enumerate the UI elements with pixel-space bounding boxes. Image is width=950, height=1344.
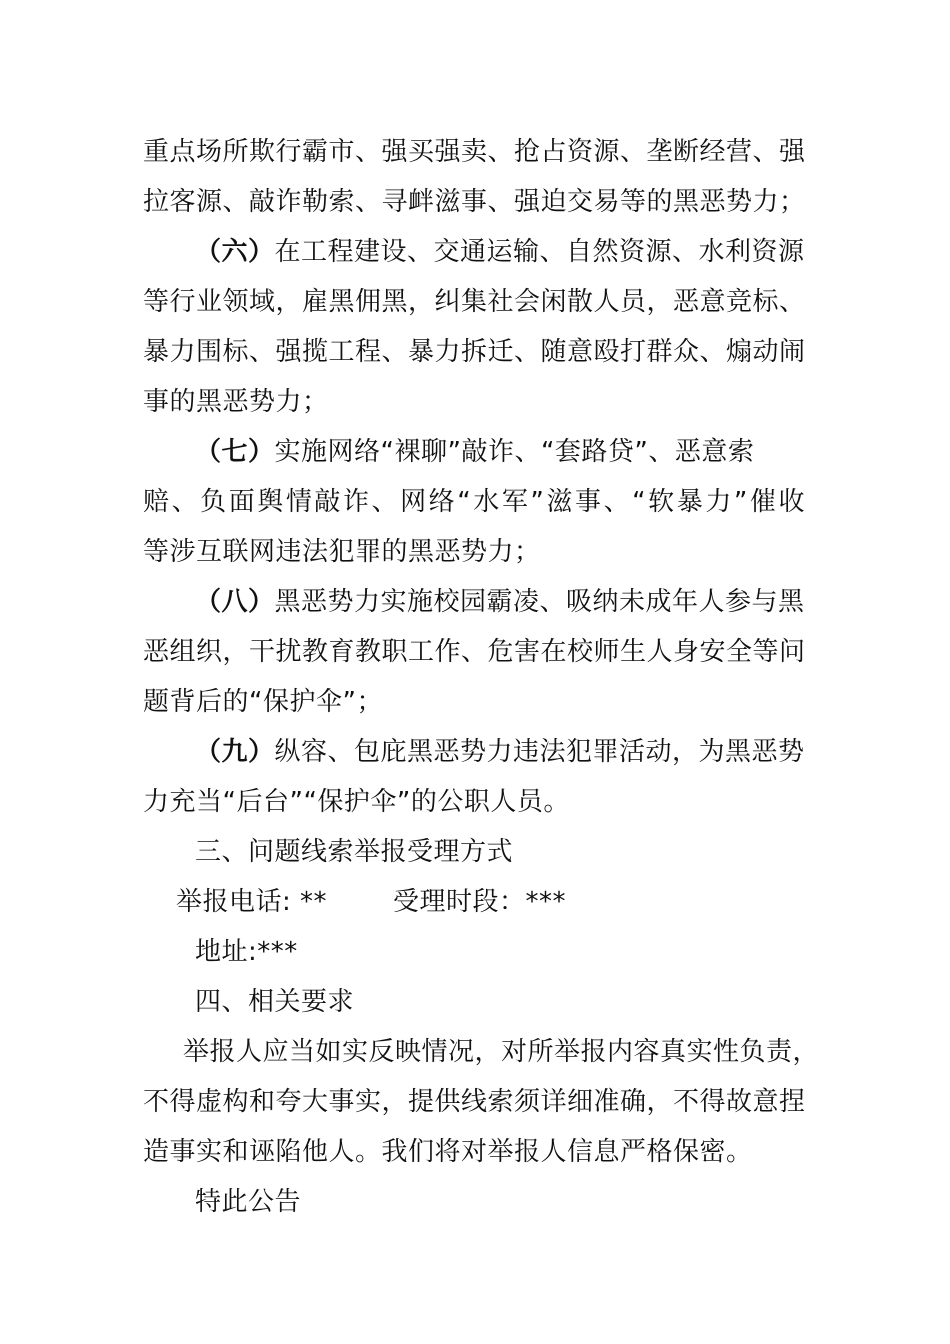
body-text-line: 事的黑恶势力； [143, 387, 329, 417]
body-text-line: 重点场所欺行霸市、强买强卖、抢占资源、垄断经营、强 [143, 137, 806, 167]
body-text-line: 不得虚构和夸大事实，提供线索须详细准确，不得故意捏 [143, 1087, 806, 1117]
report-hours: 受理时段：*** [393, 887, 567, 917]
body-text-line: 等涉互联网违法犯罪的黑恶势力； [143, 537, 541, 567]
list-item-six: （六）在工程建设、交通运输、自然资源、水利资源 [195, 237, 805, 267]
item-number: （八） [195, 587, 275, 617]
body-text-line: 暴力围标、强揽工程、暴力拆迁、随意殴打群众、煽动闹 [143, 337, 806, 367]
body-text-line: 等行业领域，雇黑佣黑，纠集社会闲散人员，恶意竞标、 [143, 287, 806, 317]
body-text-line: 恶组织，干扰教育教职工作、危害在校师生人身安全等问 [143, 637, 806, 667]
list-item-eight: （八）黑恶势力实施校园霸凌、吸纳未成年人参与黑 [195, 587, 805, 617]
item-number: （六） [195, 237, 275, 267]
item-number: （九） [195, 737, 275, 767]
body-text-line: 举报人应当如实反映情况，对所举报内容真实性负责， [183, 1037, 820, 1067]
body-text-line: 拉客源、敲诈勒索、寻衅滋事、强迫交易等的黑恶势力； [143, 187, 806, 217]
body-text-line: 力充当“后台”“保护伞”的公职人员。 [143, 787, 570, 817]
body-text-line: 造事实和诬陷他人。我们将对举报人信息严格保密。 [143, 1137, 753, 1167]
list-item-seven: （七）实施网络“裸聊”敲诈、“套路贷”、恶意索 [195, 437, 755, 467]
report-phone: 举报电话: ** [176, 887, 328, 917]
list-item-nine: （九）纵容、包庇黑恶势力违法犯罪活动，为黑恶势 [195, 737, 805, 767]
closing-text: 特此公告 [195, 1187, 302, 1217]
item-number: （七） [195, 437, 275, 467]
report-address: 地址:*** [195, 937, 298, 967]
body-text-line: 题背后的“保护伞”； [143, 687, 383, 717]
body-text-line: 赔、负面舆情敲诈、网络“水军”滋事、“软暴力”催收 [143, 487, 805, 517]
section-heading: 三、问题线索举报受理方式 [195, 837, 514, 867]
section-heading: 四、相关要求 [195, 987, 355, 1017]
